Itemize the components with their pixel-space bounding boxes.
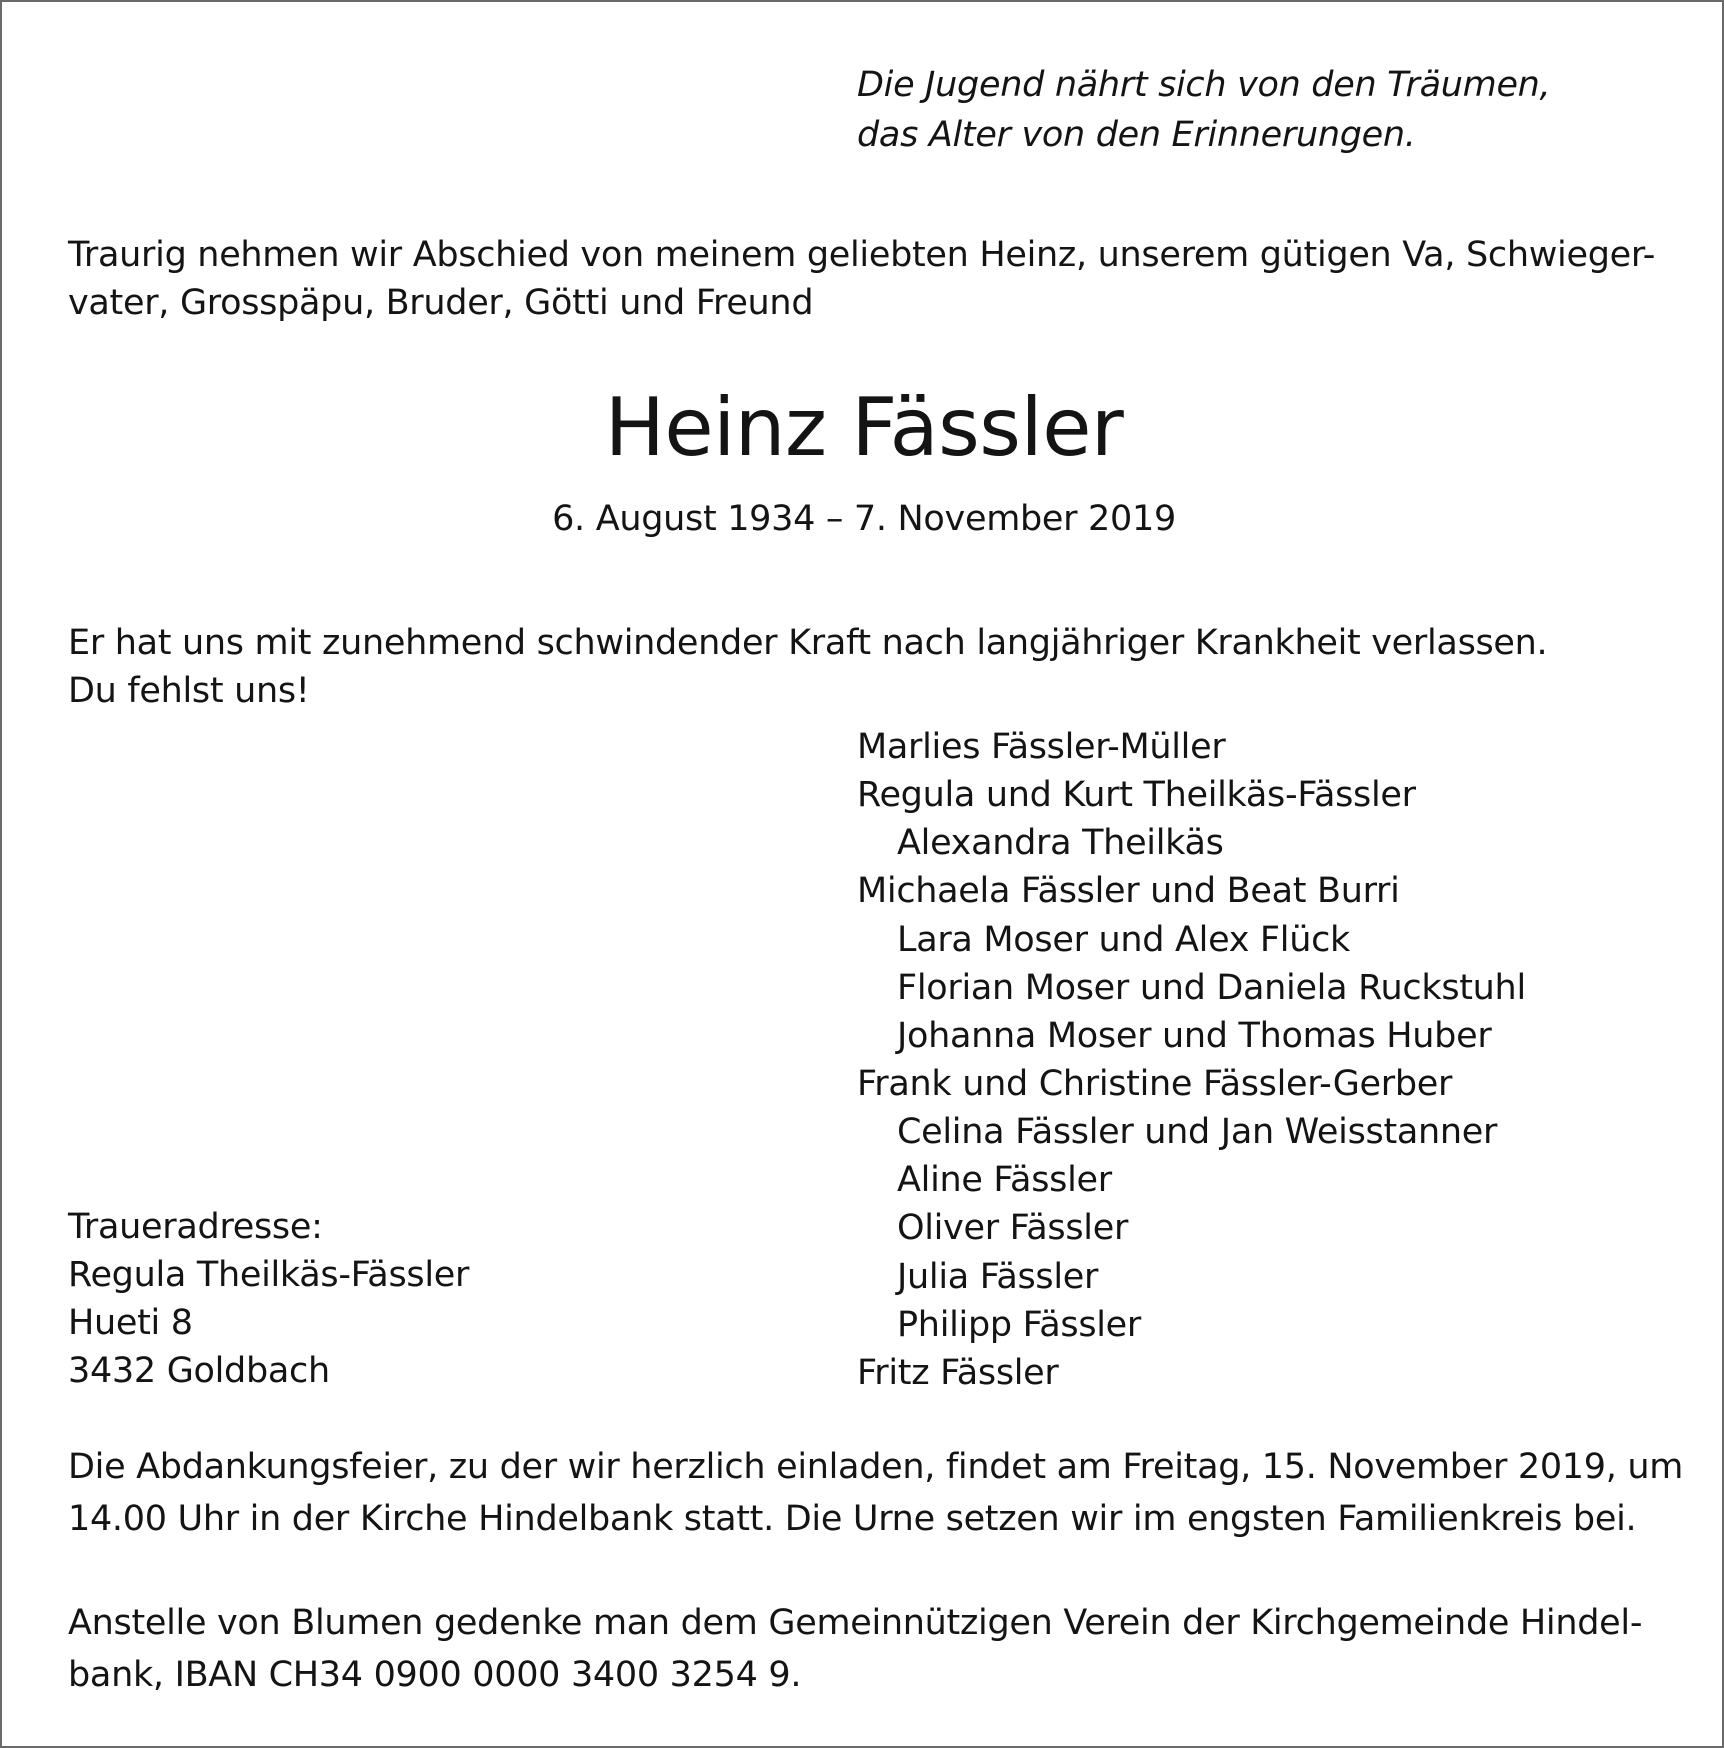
motto-line: das Alter von den Erinnerungen. <box>857 115 1416 155</box>
deceased-dates: 6. August 1934 – 7. November 2019 <box>552 499 1176 539</box>
mourner-name: Lara Moser und Alex Flück <box>897 919 1350 960</box>
farewell-message <box>68 619 1547 715</box>
mourner-name: Michaela Fässler und Beat Burri <box>857 871 1400 912</box>
mourner-name: Regula und Kurt Theilkäs-Fässler <box>857 775 1416 816</box>
address-street: Hueti 8 <box>68 1303 193 1344</box>
address-name: Regula Theilkäs-Fässler <box>68 1255 470 1296</box>
message-line: Du fehlst uns! <box>68 671 310 711</box>
motto-quote <box>857 61 1550 161</box>
mourner-name: Philipp Fässler <box>897 1304 1142 1345</box>
mourner-name: Celina Fässler und Jan Weisstanner <box>897 1112 1498 1153</box>
mourner-name: Julia Fässler <box>897 1256 1099 1297</box>
deceased-name: Heinz Fässler <box>604 381 1124 474</box>
mourner-name: Aline Fässler <box>897 1160 1112 1201</box>
ceremony-info <box>68 1443 1683 1547</box>
mourner-name: Alexandra Theilkäs <box>897 823 1224 864</box>
mourner-name: Oliver Fässler <box>897 1208 1129 1249</box>
address-city: 3432 Goldbach <box>68 1351 330 1392</box>
address-heading: Traueradresse: <box>68 1207 323 1247</box>
donation-line: bank, IBAN CH34 0900 0000 3400 3254 9. <box>68 1655 802 1695</box>
ceremony-line: Die Abdankungsfeier, zu der wir herzlich einladen, findet am Freitag, 15. November 2019, um <box>68 1447 1684 1487</box>
intro-line: Traurig nehmen wir Abschied von meinem geliebten Heinz, unserem gütigen Va, Schwieger- <box>68 235 1656 275</box>
ceremony-line: 14.00 Uhr in der Kirche Hindelbank statt. Die Urne setzen wir im engsten Familienkreis bei. <box>68 1499 1637 1539</box>
motto-line: Die Jugend nährt sich von den Träumen, <box>857 65 1551 105</box>
mourner-name: Marlies Fässler-Müller <box>857 727 1226 767</box>
mourning-address <box>68 1203 469 1396</box>
intro-text <box>68 231 1655 327</box>
mourner-name: Fritz Fässler <box>857 1352 1059 1393</box>
mourner-name: Frank und Christine Fässler-Gerber <box>857 1063 1453 1104</box>
message-line: Er hat uns mit zunehmend schwindender Kraft nach langjähriger Krankheit verlassen. <box>68 623 1548 663</box>
donation-line: Anstelle von Blumen gedenke man dem Gemeinnützigen Verein der Kirchgemeinde Hindel- <box>68 1603 1643 1643</box>
intro-line: vater, Grosspäpu, Bruder, Götti und Freund <box>68 283 814 323</box>
donation-info <box>68 1599 1642 1703</box>
mourners-list <box>857 723 1526 1397</box>
mourner-name: Johanna Moser und Thomas Huber <box>897 1015 1492 1056</box>
mourner-name: Florian Moser und Daniela Ruckstuhl <box>897 967 1526 1008</box>
